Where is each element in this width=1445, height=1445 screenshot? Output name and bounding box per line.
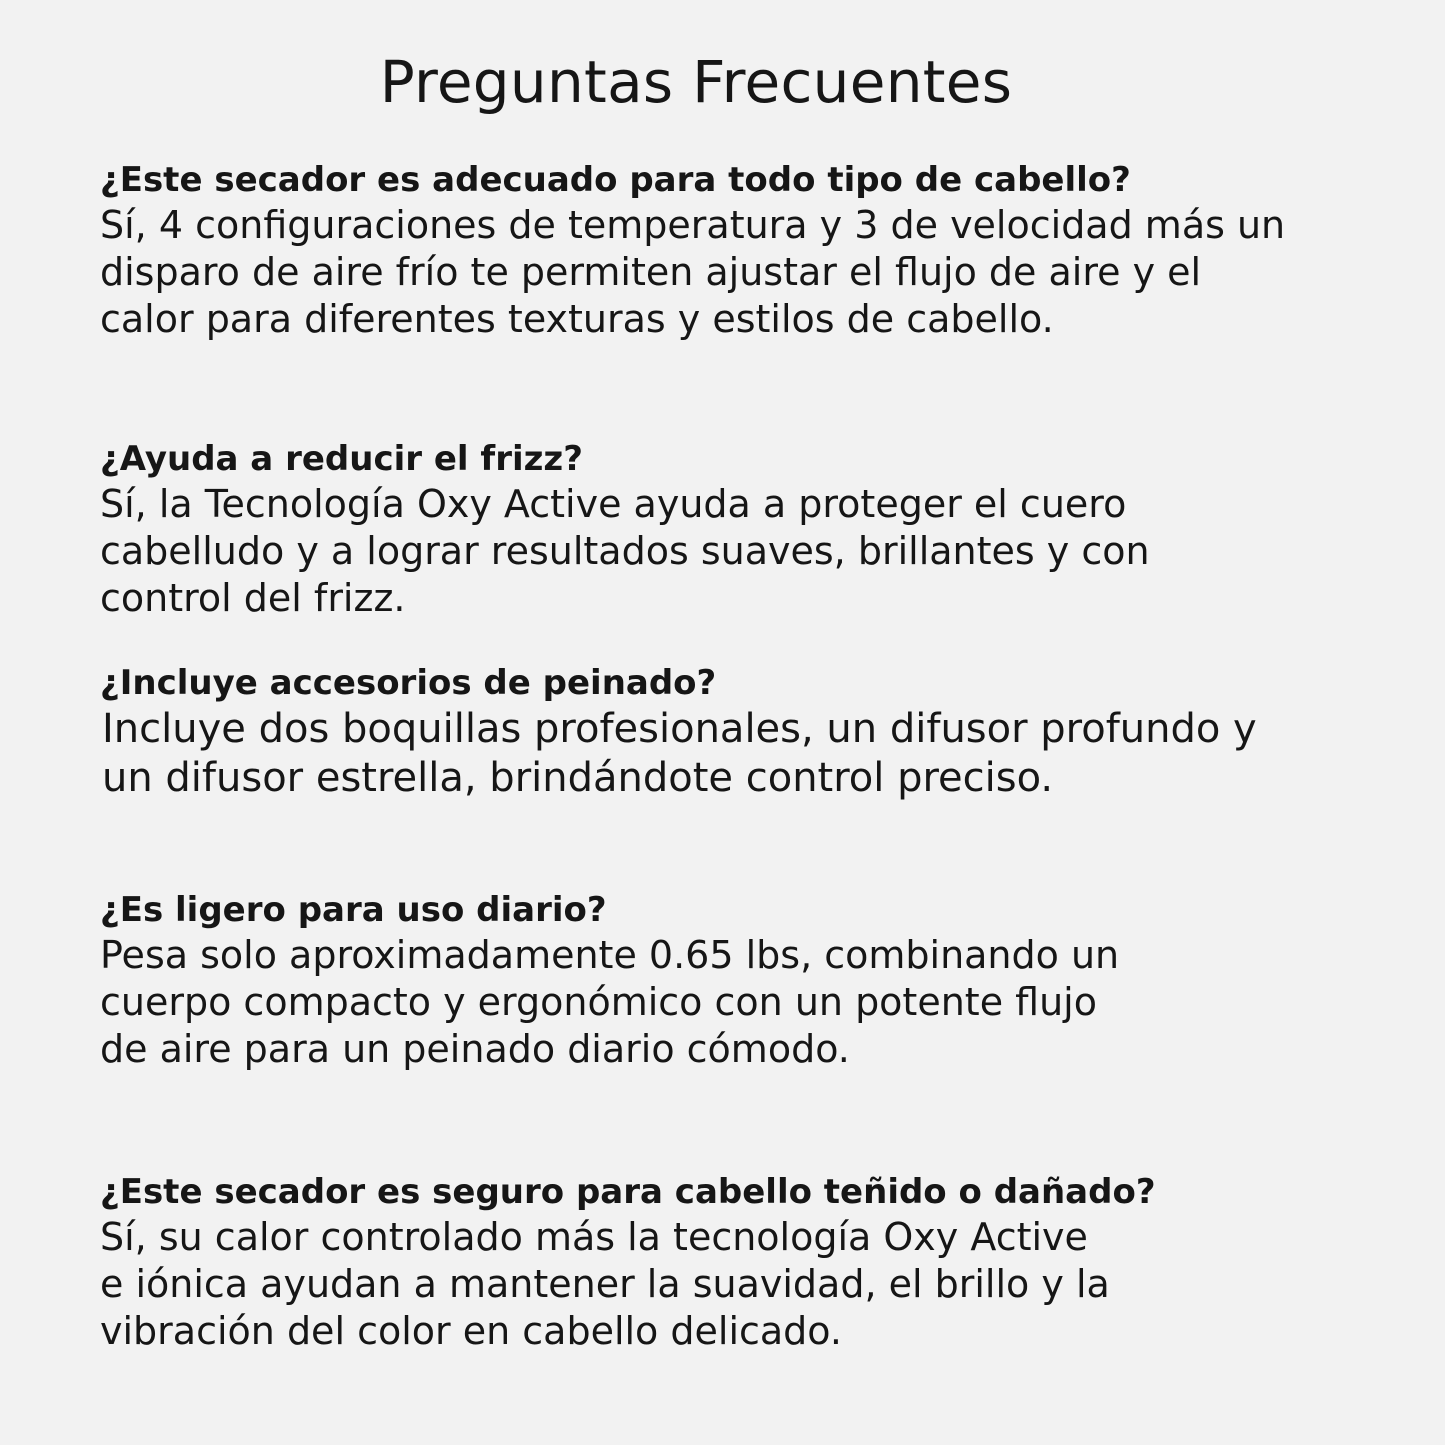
faq-question: ¿Este secador es adecuado para todo tipo de cabello? bbox=[100, 160, 1131, 200]
faq-answer bbox=[100, 202, 1435, 343]
faq-item-accessories bbox=[100, 661, 1435, 803]
faq-answer bbox=[100, 705, 1435, 803]
faq-answer-line: un difusor estrella, brindándote control preciso. bbox=[102, 755, 1054, 801]
faq-answer-line: cuerpo compacto y ergonómico con un potente flujo bbox=[100, 980, 1097, 1024]
faq-answer-line: e iónica ayudan a mantener la suavidad, el brillo y la bbox=[100, 1262, 1110, 1306]
faq-answer-line: cabelludo y a lograr resultados suaves, brillantes y con bbox=[100, 529, 1150, 573]
faq-answer-line: vibración del color en cabello delicado. bbox=[100, 1309, 842, 1353]
faq-answer bbox=[100, 481, 1435, 622]
faq-item-weight bbox=[100, 888, 1435, 1073]
faq-answer bbox=[100, 1214, 1435, 1355]
faq-question: ¿Ayuda a reducir el frizz? bbox=[100, 439, 583, 479]
faq-answer-line: Sí, 4 configuraciones de temperatura y 3 de velocidad más un bbox=[100, 203, 1286, 247]
faq-answer-line: disparo de aire frío te permiten ajustar el flujo de aire y el bbox=[100, 250, 1202, 294]
faq-answer-line: Sí, la Tecnología Oxy Active ayuda a proteger el cuero bbox=[100, 482, 1127, 526]
faq-answer-line: control del frizz. bbox=[100, 576, 406, 620]
faq-question: ¿Incluye accesorios de peinado? bbox=[100, 663, 717, 703]
faq-answer-line: Pesa solo aproximadamente 0.65 lbs, combinando un bbox=[100, 933, 1120, 977]
faq-item-dyed-hair bbox=[100, 1170, 1435, 1355]
faq-answer-line: Incluye dos boquillas profesionales, un difusor profundo y bbox=[102, 706, 1257, 752]
page-title: Preguntas Frecuentes bbox=[379, 48, 1013, 116]
faq-answer-line: Sí, su calor controlado más la tecnología Oxy Active bbox=[100, 1215, 1088, 1259]
faq-answer-line: calor para diferentes texturas y estilos de cabello. bbox=[100, 297, 1054, 341]
faq-question: ¿Este secador es seguro para cabello teñido o dañado? bbox=[100, 1172, 1156, 1212]
faq-answer-line: de aire para un peinado diario cómodo. bbox=[100, 1027, 850, 1071]
faq-item-frizz bbox=[100, 437, 1435, 622]
faq-item-all-hair-types bbox=[100, 158, 1435, 343]
faq-question: ¿Es ligero para uso diario? bbox=[100, 890, 607, 930]
faq-answer bbox=[100, 932, 1435, 1073]
